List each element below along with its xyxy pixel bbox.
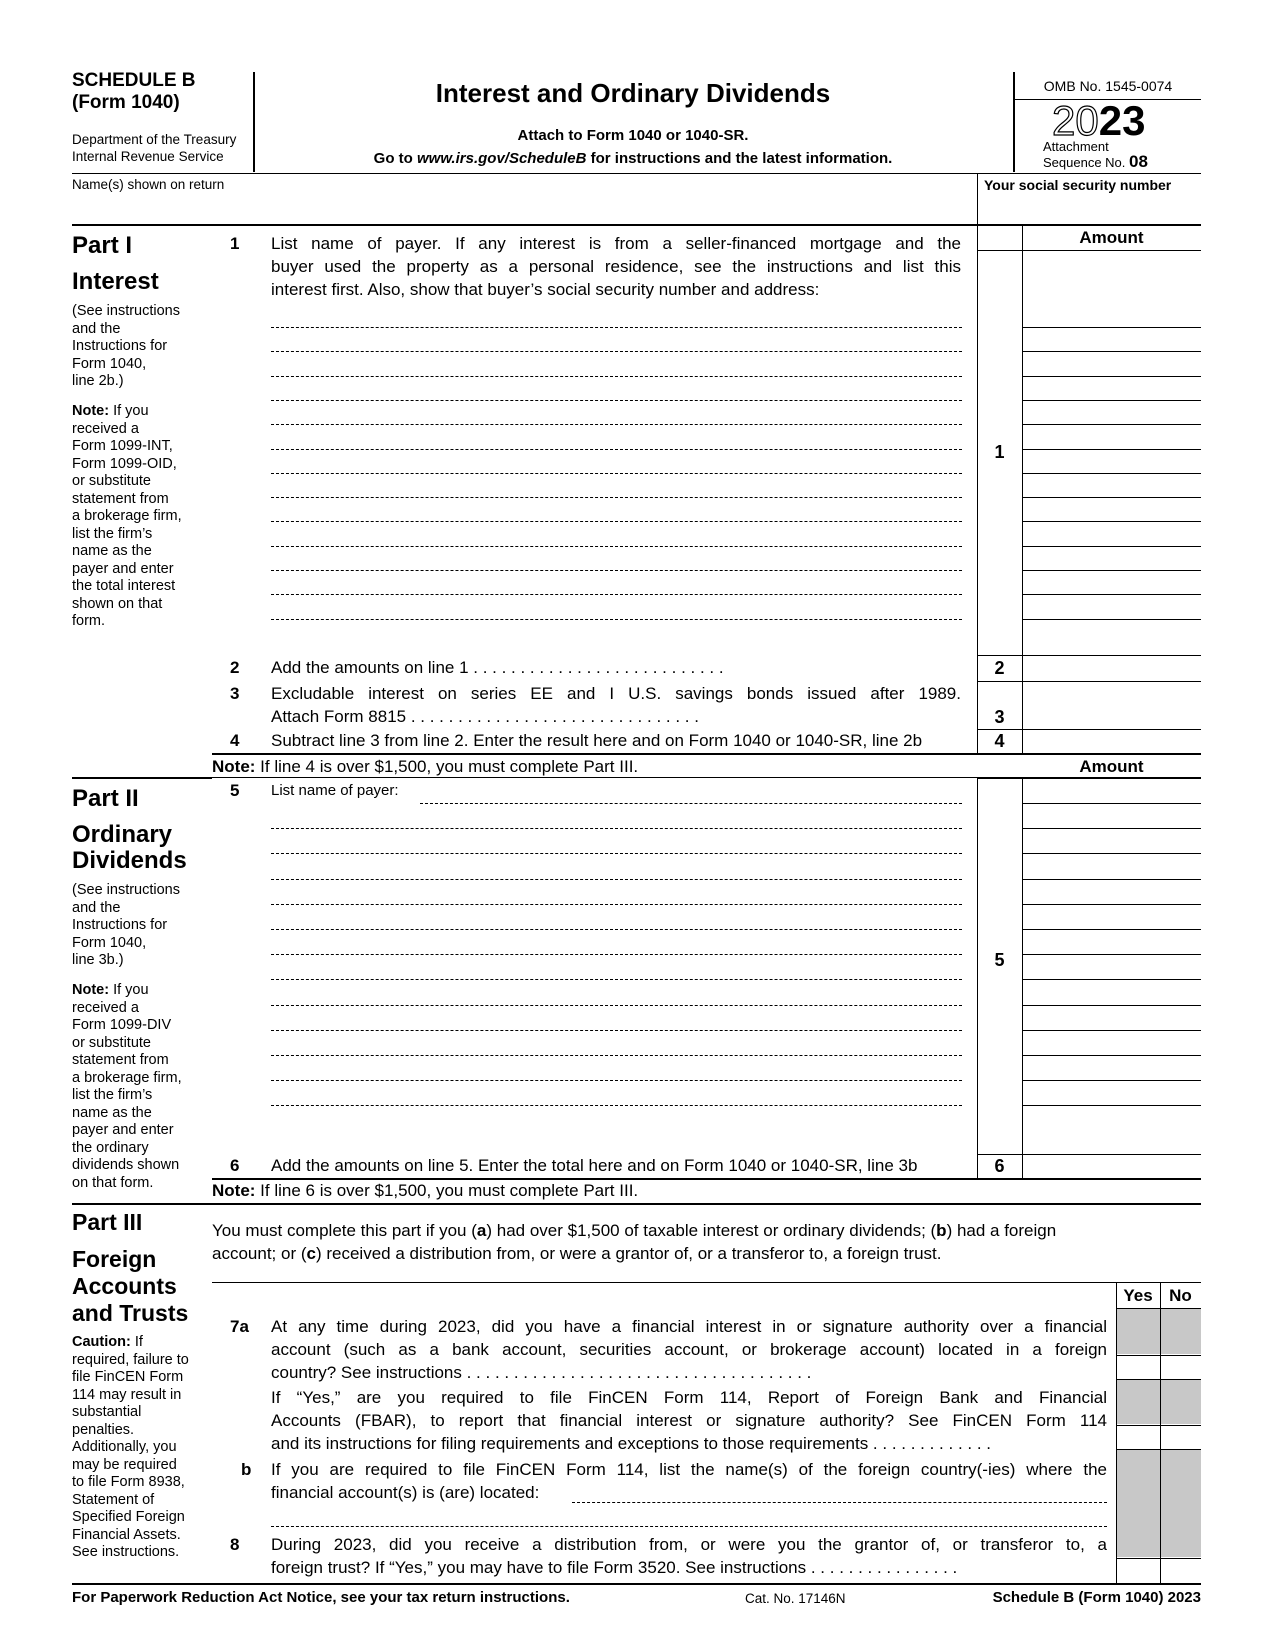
line3-amount[interactable] [1024,683,1199,728]
line5-payer-input[interactable] [271,954,962,955]
attachment-label: Attachment [1043,139,1109,154]
form-label: (Form 1040) [72,92,180,113]
line5-payer-input[interactable] [271,1030,962,1031]
line5-amount-row[interactable] [1022,1055,1201,1056]
p3-caution-line: Additionally, you [72,1439,177,1455]
line1-box-label: 1 [994,442,1005,462]
part3-intro-2: account; or (c) received a distribution from, or were a grantor of, or a transferor to, a foreign trust. [212,1244,942,1263]
ssn-label: Your social security number [984,177,1172,193]
line5-amount-row[interactable] [1022,1105,1201,1106]
no-header: No [1169,1286,1192,1305]
form-title: Interest and Ordinary Dividends [435,78,831,108]
line1-payer-input[interactable] [271,400,962,401]
p1-note-line: Note: If you [72,403,149,419]
line1-payer-input[interactable] [271,376,962,377]
omb-number: OMB No. 1545-0074 [1043,78,1173,94]
p3-caution-line: penalties. [72,1421,135,1438]
line4-text: Subtract line 3 from line 2. Enter the result here and on Form 1040 or 1040-SR, line 2b [271,731,923,750]
line1-payer-input[interactable] [271,521,962,522]
p2-note-line: list the firm’s [72,1087,153,1103]
names-label: Name(s) shown on return [72,177,225,192]
p1-note-line: a brokerage firm, [72,508,182,524]
line5-amount-row[interactable] [1022,1080,1201,1081]
line2-text: Add the amounts on line 1 . . . . . . . . . . . . . . . . . . . . . . . . . . . [271,658,724,677]
irs-service: Internal Revenue Service [72,149,224,164]
sequence-label: Sequence No. 08 [1043,152,1148,171]
line1-amount-row[interactable] [1022,546,1201,547]
line5-payer-input[interactable] [271,1055,962,1056]
line7b-country-input[interactable] [572,1482,1107,1502]
line1-amount-row[interactable] [1022,376,1201,377]
line1-amount-row[interactable] [1022,424,1201,425]
part2-note: Note: If line 6 is over $1,500, you must complete Part III. [212,1181,639,1200]
p2-note-line: payer and enter [72,1122,174,1138]
line6-text: Add the amounts on line 5. Enter the total here and on Form 1040 or 1040-SR, line 3b [271,1156,918,1175]
p2-note-line: statement from [72,1052,169,1068]
line5-amount-row[interactable] [1022,954,1201,955]
p3-caution-line: See instructions. [72,1544,180,1560]
line1-payer-input[interactable] [271,327,962,328]
line5-payer-input[interactable] [271,853,962,854]
goto-post: for instructions and the latest information. [586,150,893,167]
part2-title2: Dividends [72,847,187,874]
line8-number: 8 [230,1535,240,1554]
p3-caution-line: Caution: If [72,1334,143,1350]
line7a-no-checkbox[interactable] [1161,1356,1201,1378]
line1-payer-input[interactable] [271,570,962,571]
line5-payer-input[interactable] [420,803,962,804]
ssn-input[interactable] [980,194,1198,224]
part3-title1: Foreign [72,1246,157,1272]
line1-amount-row[interactable] [1022,351,1201,352]
goto-pre: Go to [373,150,417,167]
p1-note-line: Form 1099-INT, [72,438,173,454]
line1-amount-row[interactable] [1022,619,1201,620]
part1-label: Part I [72,232,133,259]
line1-amount-row[interactable] [1022,497,1201,498]
part1-note: Note: If line 4 is over $1,500, you must complete Part III. [212,757,639,776]
p2-note-line: Note: If you [72,982,149,998]
line5-payer-input[interactable] [271,879,962,880]
p1-note-line: the total interest [72,578,176,594]
part3-caution [72,1334,189,1562]
p1-note-line: form. [72,613,106,629]
line7a-text: At any time during 2023, did you have a financial interest in or signature authority over a financial [271,1317,1107,1336]
line5-payer-input[interactable] [271,929,962,930]
line1-number: 1 [230,234,240,253]
p1-side-line: line 2b.) [72,373,124,389]
line8-yes-checkbox[interactable] [1117,1559,1160,1582]
p2-note-line: received a [72,999,139,1016]
yes-header: Yes [1123,1286,1153,1305]
line8-text: During 2023, did you receive a distribution from, or were you the grantor of, or transferor to, a [271,1535,1107,1554]
p3-caution-line: Statement of [72,1491,155,1508]
line7b-number: b [241,1460,252,1479]
part2-side-instructions [72,882,180,970]
line5-amount-row[interactable] [1022,803,1201,804]
fbar-yes-checkbox[interactable] [1117,1426,1160,1448]
p1-side-line: Instructions for [72,338,168,354]
goto-url: www.irs.gov/ScheduleB [416,150,587,167]
line1-payer-input[interactable] [271,619,962,620]
line5-payer-input[interactable] [271,1080,962,1081]
p3-caution-line: substantial [72,1404,142,1420]
line1-amount-row[interactable] [1022,570,1201,571]
line5-amount-row[interactable] [1022,1005,1201,1006]
part1-title: Interest [72,268,159,295]
line5-amount-row[interactable] [1022,979,1201,980]
p3-caution-line: Financial Assets. [72,1526,181,1543]
p2-note-line: a brokerage firm, [72,1069,182,1086]
line6-amount[interactable] [1024,1155,1199,1177]
form-id: Schedule B (Form 1040) 2023 [992,1589,1201,1606]
amount-header-1: Amount [1079,228,1144,247]
line5-box-label: 5 [994,950,1005,970]
line2-box-label: 2 [994,658,1005,678]
line2-amount[interactable] [1024,657,1199,679]
p2-note-line: Form 1099-DIV [72,1017,172,1033]
line5-amount-row[interactable] [1022,1030,1201,1031]
line1-payer-input[interactable] [271,546,962,547]
amount-header-2: Amount [1079,757,1144,776]
department: Department of the Treasury [72,132,237,147]
p1-note-line: shown on that [72,595,163,612]
line4-amount[interactable] [1024,730,1199,752]
p2-side-line: (See instructions [72,882,180,898]
line7a-yes-checkbox[interactable] [1117,1356,1160,1378]
p3-caution-line: to file Form 8938, [72,1474,185,1490]
p3-caution-line: required, failure to [72,1351,189,1368]
p2-note-line: on that form. [72,1174,154,1191]
line1-text2: buyer used the property as a personal residence, see the instructions and list this [271,257,961,276]
p1-note-line: name as the [72,543,152,559]
p1-note-line: received a [72,420,139,437]
line4-box-label: 4 [994,731,1005,751]
line7a-number: 7a [230,1317,249,1336]
line7b-text2: financial account(s) is (are) located: [271,1483,540,1502]
sequence-number: 08 [1129,152,1148,171]
p3-caution-line: file FinCEN Form [72,1369,184,1385]
line1-text: List name of payer. If any interest is from a seller-financed mortgage and the [271,234,961,253]
fbar-text3: and its instructions for filing requirements and exceptions to those requirements . . . . . . . . . . . . . [271,1434,992,1453]
line8-no-checkbox[interactable] [1161,1559,1201,1582]
line5-text: List name of payer: [271,782,399,799]
line5-payer-input[interactable] [271,904,962,905]
line8-text2: foreign trust? If “Yes,” you may have to file Form 3520. See instructions . . . . . . . . . . . . . . . . [271,1558,958,1577]
line7b-text: If you are required to file FinCEN Form 114, list the name(s) of the foreign country(-ies) where the [271,1460,1107,1479]
schedule-label: SCHEDULE B [72,70,196,91]
part3-label: Part III [72,1209,143,1235]
line5-amount-row[interactable] [1022,853,1201,854]
line5-payer-input[interactable] [271,828,962,829]
line1-amount-row[interactable] [1022,449,1201,450]
line3-number: 3 [230,684,240,703]
p2-side-line: and the [72,899,121,916]
line1-amount-row[interactable] [1022,521,1201,522]
part1-side-note [72,403,182,631]
line2-number: 2 [230,658,240,677]
line5-amount-row[interactable] [1022,828,1201,829]
line3-text: Excludable interest on series EE and I U.S. savings bonds issued after 1989. [271,684,961,703]
part3-intro: You must complete this part if you (a) had over $1,500 of taxable interest or ordinary dividends; (b) had a foreign [212,1221,1057,1240]
line1-text3: interest first. Also, show that buyer’s social security number and address: [271,280,820,299]
line1-amount-row[interactable] [1022,594,1201,595]
line5-payer-input[interactable] [271,1105,962,1106]
line1-amount-row[interactable] [1022,327,1201,328]
line3-box-label: 3 [994,707,1005,727]
part2-title1: Ordinary [72,821,173,848]
line5-amount-row[interactable] [1022,904,1201,905]
line1-amount-row[interactable] [1022,400,1201,401]
line5-number: 5 [230,781,240,800]
catalog-number: Cat. No. 17146N [745,1591,846,1606]
goto-instruction [253,150,1013,167]
line1-payer-input[interactable] [271,497,962,498]
line7a-text3: country? See instructions . . . . . . . . . . . . . . . . . . . . . . . . . . . . . . . . . . . . . [271,1363,812,1382]
fbar-text2: Accounts (FBAR), to report that financial interest or signature authority? See FinCEN Form 114 [271,1411,1107,1430]
line3-text2: Attach Form 8815 . . . . . . . . . . . . . . . . . . . . . . . . . . . . . . . [271,707,699,726]
part3-title2: Accounts [72,1273,177,1299]
year-bold: 23 [1098,97,1146,144]
line7a-text2: account (such as a bank account, securities account, or brokerage account) located in a foreign [271,1340,1107,1359]
p3-caution-line: Specified Foreign [72,1509,185,1525]
line1-amount-row[interactable] [1022,473,1201,474]
p2-note-line: name as the [72,1104,152,1121]
line5-payer-input[interactable] [271,1005,962,1006]
line1-payer-input[interactable] [271,449,962,450]
year-outline: 20 [1052,97,1099,144]
p1-note-line: list the firm’s [72,525,153,542]
paperwork-notice: For Paperwork Reduction Act Notice, see your tax return instructions. [72,1589,570,1606]
part3-title3: and Trusts [72,1300,189,1326]
attach-instruction: Attach to Form 1040 or 1040-SR. [517,127,749,144]
line1-payer-input[interactable] [271,473,962,474]
line6-box-label: 6 [994,1156,1005,1176]
p2-side-line: Form 1040, [72,934,147,951]
p2-note-line: or substitute [72,1034,151,1051]
p1-side-line: Form 1040, [72,355,147,372]
p1-note-line: or substitute [72,473,151,489]
p1-side-line: (See instructions [72,303,180,319]
line5-payer-input[interactable] [271,979,962,980]
line5-amount-row[interactable] [1022,929,1201,930]
p1-side-line: and the [72,320,121,337]
line7b-country-input-2[interactable] [271,1506,1107,1526]
part2-label: Part II [72,785,139,812]
names-input[interactable] [72,194,972,224]
fbar-text: If “Yes,” are you required to file FinCEN Form 114, Report of Foreign Bank and Financial [271,1388,1107,1407]
fbar-no-checkbox[interactable] [1161,1426,1201,1448]
line6-number: 6 [230,1156,240,1175]
p2-side-line: Instructions for [72,917,168,933]
p1-note-line: statement from [72,490,169,507]
line5-amount-row[interactable] [1022,879,1201,880]
p2-side-line: line 3b.) [72,952,124,968]
line1-payer-input[interactable] [271,424,962,425]
line4-number: 4 [230,731,240,750]
p2-note-line: dividends shown [72,1157,180,1173]
part1-side-instructions [72,303,180,391]
part2-side-note [72,982,182,1192]
line1-payer-input[interactable] [271,351,962,352]
p1-note-line: Form 1099-OID, [72,455,177,472]
line1-payer-input[interactable] [271,594,962,595]
p3-caution-line: may be required [72,1456,177,1473]
p3-caution-line: 114 may result in [72,1386,182,1403]
p1-note-line: payer and enter [72,560,174,577]
p2-note-line: the ordinary [72,1139,149,1156]
